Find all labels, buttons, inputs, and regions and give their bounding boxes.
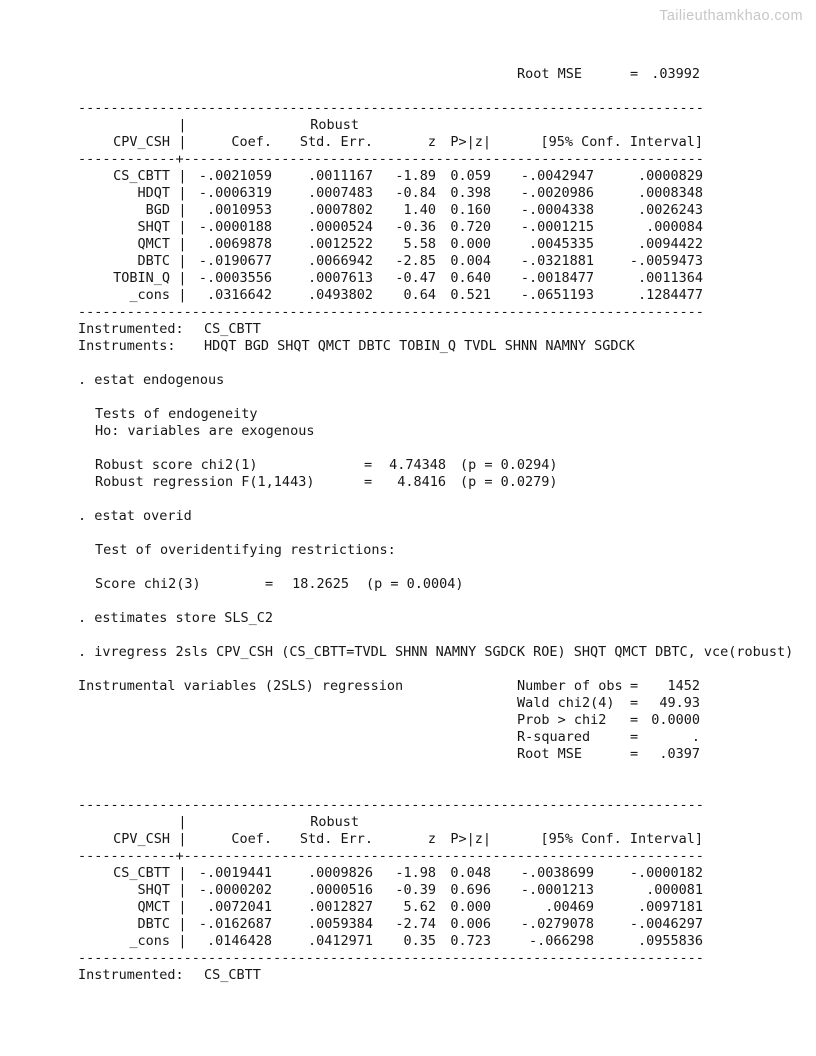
cell-varname: SHQT	[137, 882, 170, 898]
coef-table-row	[78, 882, 810, 899]
column-divider: |	[178, 236, 187, 252]
table2-top-rule: -----------------------------------------------------------------------------	[78, 797, 704, 813]
console-output	[78, 66, 810, 984]
cell-coef: .0146428	[206, 933, 272, 949]
coef-table-row	[78, 899, 810, 916]
test-label: Robust regression F(1,1443)	[95, 474, 315, 490]
table1-header-rule: ------------+----------------------------------------------------------------	[78, 151, 704, 167]
command-ivregress: . ivregress 2sls CPV_CSH (CS_CBTT=TVDL SHNN NAMNY SGDCK ROE) SHQT QMCT DBTC, vce(robust)	[78, 644, 794, 660]
header-p: P>|z|	[450, 831, 491, 847]
cell-z: 5.58	[403, 236, 436, 252]
test-statistic: 18.2625	[292, 576, 349, 592]
coef-table-row	[78, 865, 810, 882]
table1-bottom-rule: -----------------------------------------------------------------------------	[78, 304, 704, 320]
instruments-label: Instruments:	[78, 338, 176, 354]
instrumented-vars: CS_CBTT	[204, 321, 261, 337]
cell-ci-low: -.066298	[528, 933, 594, 949]
column-divider: |	[178, 185, 187, 201]
spacer	[349, 576, 366, 593]
cell-ci-low: -.0321881	[520, 253, 594, 269]
cell-ci-low: -.0004338	[520, 202, 594, 218]
column-divider: |	[178, 219, 187, 235]
spacer	[78, 729, 517, 746]
stat-label: R-squared	[517, 729, 591, 745]
coef-table-row	[78, 185, 810, 202]
stat-label: Root MSE	[517, 66, 583, 82]
cell-z: 1.40	[403, 202, 436, 218]
watermark: Tailieuthamkhao.com	[659, 8, 803, 24]
stat-label: Root MSE	[517, 746, 583, 762]
table1-instruments-line	[78, 338, 810, 355]
coef-table-row	[78, 287, 810, 304]
cell-varname: DBTC	[137, 253, 170, 269]
cell-z: 5.62	[403, 899, 436, 915]
column-divider: |	[178, 831, 187, 847]
table1-body	[78, 168, 810, 304]
cell-p: 0.000	[450, 236, 491, 252]
coef-table-row	[78, 933, 810, 950]
column-divider: |	[178, 253, 187, 269]
indent	[78, 423, 95, 440]
header-z: z	[427, 134, 436, 150]
cell-ci-low: -.0001215	[520, 219, 594, 235]
spacer	[78, 66, 517, 83]
cell-coef: -.0019441	[198, 865, 272, 881]
cell-ci-high: -.0000182	[629, 865, 703, 881]
coef-table-row	[78, 270, 810, 287]
equals-sign: =	[630, 746, 639, 762]
column-divider: |	[178, 933, 187, 949]
cell-varname: CS_CBTT	[113, 865, 170, 881]
cell-p: 0.006	[450, 916, 491, 932]
indent	[78, 457, 95, 474]
column-divider: |	[178, 202, 187, 218]
cell-ci-high: .0008348	[637, 185, 703, 201]
robust-regression-test-line	[78, 474, 810, 491]
header-coef: Coef.	[231, 134, 272, 150]
cell-p: 0.048	[450, 865, 491, 881]
regression2-title: Instrumental variables (2SLS) regression	[78, 678, 404, 694]
p-value: (p = 0.0294)	[460, 457, 558, 473]
cell-z: -0.36	[395, 219, 436, 235]
stat-wald-chi2-line	[78, 695, 810, 712]
stat-label: Number of obs	[517, 678, 623, 694]
instruments-vars: HDQT BGD SHQT QMCT DBTC TOBIN_Q TVDL SHNN NAMNY SGDCK	[204, 338, 635, 354]
cell-z: -2.85	[395, 253, 436, 269]
header-stderr: Std. Err.	[299, 831, 373, 847]
spacer	[446, 474, 460, 491]
cell-stderr: .0000524	[307, 219, 373, 235]
cell-varname: DBTC	[137, 916, 170, 932]
instrumented-label: Instrumented:	[78, 321, 184, 337]
table2-header-row	[78, 831, 810, 848]
cell-ci-low: -.0042947	[520, 168, 594, 184]
instrumented-vars: CS_CBTT	[204, 967, 261, 983]
stat-value: 1452	[667, 678, 700, 694]
cell-z: -0.84	[395, 185, 436, 201]
equals-sign: =	[630, 66, 639, 82]
command-estat-overid: . estat overid	[78, 508, 192, 524]
indent	[78, 406, 95, 423]
cell-coef: -.0021059	[198, 168, 272, 184]
cell-stderr: .0012827	[307, 899, 373, 915]
cell-z: 0.64	[403, 287, 436, 303]
cell-ci-high: .0094422	[637, 236, 703, 252]
stat-label: Wald chi2(4)	[517, 695, 615, 711]
robust-header: Robust	[310, 117, 359, 133]
equals-sign: =	[265, 576, 274, 592]
cell-ci-low: -.0018477	[520, 270, 594, 286]
table2-header-rule: ------------+----------------------------------------------------------------	[78, 848, 704, 864]
stat-value: .0397	[659, 746, 700, 762]
column-divider: |	[178, 287, 187, 303]
stat-prob-chi2-line	[78, 712, 810, 729]
command-estat-endogenous: . estat endogenous	[78, 372, 225, 388]
header-z: z	[427, 831, 436, 847]
command-estimates-store: . estimates store SLS_C2	[78, 610, 274, 626]
stat-value: 49.93	[659, 695, 700, 711]
column-divider: |	[178, 865, 187, 881]
coef-table-row	[78, 253, 810, 270]
header-coef: Coef.	[231, 831, 272, 847]
equals-sign: =	[630, 712, 639, 728]
header-ci: [95% Conf. Interval]	[540, 831, 703, 847]
cell-ci-high: .000084	[646, 219, 703, 235]
table1-instrumented-line	[78, 321, 810, 338]
column-divider: |	[178, 270, 187, 286]
spacer	[78, 814, 170, 831]
cell-stderr: .0000516	[307, 882, 373, 898]
cell-ci-low: -.0038699	[520, 865, 594, 881]
overid-title: Test of overidentifying restrictions:	[95, 542, 396, 558]
cell-stderr: .0009826	[307, 865, 373, 881]
coef-table-row	[78, 916, 810, 933]
test-label: Score chi2(3)	[95, 576, 201, 592]
stat-label: Prob > chi2	[517, 712, 607, 728]
cell-ci-low: -.0020986	[520, 185, 594, 201]
cell-ci-low: .0045335	[528, 236, 594, 252]
column-divider: |	[178, 168, 187, 184]
cell-coef: -.0000188	[198, 219, 272, 235]
coef-table-row	[78, 236, 810, 253]
cell-ci-low: .00469	[545, 899, 594, 915]
test-statistic: 4.8416	[397, 474, 446, 490]
spacer	[78, 712, 517, 729]
cell-ci-high: -.0046297	[629, 916, 703, 932]
equals-sign: =	[630, 729, 639, 745]
stat-root-mse-line	[78, 746, 810, 763]
column-divider: |	[178, 882, 187, 898]
cell-stderr: .0007613	[307, 270, 373, 286]
cell-ci-high: -.0059473	[629, 253, 703, 269]
cell-varname: HDQT	[137, 185, 170, 201]
cell-stderr: .0493802	[307, 287, 373, 303]
cell-ci-high: .1284477	[637, 287, 703, 303]
spacer	[446, 457, 460, 474]
spacer	[78, 117, 170, 134]
cell-z: -0.39	[395, 882, 436, 898]
cell-varname: BGD	[145, 202, 170, 218]
cell-p: 0.059	[450, 168, 491, 184]
cell-varname: SHQT	[137, 219, 170, 235]
cell-stderr: .0011167	[307, 168, 373, 184]
root-mse-top-line	[78, 66, 810, 83]
cell-p: 0.398	[450, 185, 491, 201]
cell-coef: -.0000202	[198, 882, 272, 898]
header-ci: [95% Conf. Interval]	[540, 134, 703, 150]
cell-p: 0.696	[450, 882, 491, 898]
cell-p: 0.640	[450, 270, 491, 286]
table2-body	[78, 865, 810, 950]
cell-ci-high: .000081	[646, 882, 703, 898]
cell-varname: QMCT	[137, 236, 170, 252]
header-stderr: Std. Err.	[299, 134, 373, 150]
test-label: Robust score chi2(1)	[95, 457, 258, 473]
table2-bottom-rule: -----------------------------------------------------------------------------	[78, 950, 704, 966]
equals-sign: =	[364, 457, 373, 473]
column-divider: |	[178, 899, 187, 915]
cell-coef: -.0190677	[198, 253, 272, 269]
equals-sign: =	[630, 678, 639, 694]
p-value: (p = 0.0279)	[460, 474, 558, 490]
cell-p: 0.160	[450, 202, 491, 218]
null-hypothesis: Ho: variables are exogenous	[95, 423, 315, 439]
cell-ci-high: .0026243	[637, 202, 703, 218]
cell-stderr: .0059384	[307, 916, 373, 932]
cell-coef: -.0162687	[198, 916, 272, 932]
cell-ci-low: -.0279078	[520, 916, 594, 932]
score-test-line	[78, 576, 810, 593]
cell-p: 0.521	[450, 287, 491, 303]
column-divider: |	[178, 814, 187, 830]
table1-header-row	[78, 134, 810, 151]
indent	[78, 542, 95, 559]
spacer	[78, 746, 517, 763]
cell-ci-high: .0011364	[637, 270, 703, 286]
cell-p: 0.723	[450, 933, 491, 949]
test-statistic: 4.74348	[389, 457, 446, 473]
cell-varname: QMCT	[137, 899, 170, 915]
cell-ci-low: -.0651193	[520, 287, 594, 303]
instrumented-label: Instrumented:	[78, 967, 184, 983]
indent	[78, 576, 95, 593]
cell-coef: -.0003556	[198, 270, 272, 286]
cell-ci-low: -.0001213	[520, 882, 594, 898]
overid-title-line	[78, 542, 810, 559]
stat-value: .03992	[651, 66, 700, 82]
table2-robust-line	[78, 814, 810, 831]
cell-varname: CS_CBTT	[113, 168, 170, 184]
indent	[78, 474, 95, 491]
cell-stderr: .0007483	[307, 185, 373, 201]
table2-instrumented-line	[78, 967, 810, 984]
regression2-title-line	[78, 678, 810, 695]
coef-table-row	[78, 168, 810, 185]
p-value: (p = 0.0004)	[366, 576, 464, 592]
stat-value: .	[691, 729, 700, 745]
cell-z: -2.74	[395, 916, 436, 932]
cell-coef: .0069878	[206, 236, 272, 252]
stat-value: 0.0000	[651, 712, 700, 728]
table1-robust-line	[78, 117, 810, 134]
cell-stderr: .0066942	[307, 253, 373, 269]
header-p: P>|z|	[450, 134, 491, 150]
cell-ci-high: .0097181	[637, 899, 703, 915]
cell-coef: .0072041	[206, 899, 272, 915]
endogeneity-title: Tests of endogeneity	[95, 406, 258, 422]
column-divider: |	[178, 134, 187, 150]
spacer	[78, 695, 517, 712]
robust-header: Robust	[310, 814, 359, 830]
column-divider: |	[178, 117, 187, 133]
depvar-label: CPV_CSH	[113, 134, 170, 150]
table1-top-rule: -----------------------------------------------------------------------------	[78, 100, 704, 116]
cell-varname: TOBIN_Q	[113, 270, 170, 286]
equals-sign: =	[630, 695, 639, 711]
cell-p: 0.000	[450, 899, 491, 915]
depvar-label: CPV_CSH	[113, 831, 170, 847]
cell-coef: .0316642	[206, 287, 272, 303]
cell-ci-high: .0000829	[637, 168, 703, 184]
cell-varname: _cons	[129, 287, 170, 303]
endogeneity-title-line	[78, 406, 810, 423]
endogeneity-h0-line	[78, 423, 810, 440]
cell-z: 0.35	[403, 933, 436, 949]
cell-p: 0.004	[450, 253, 491, 269]
robust-score-test-line	[78, 457, 810, 474]
cell-z: -1.98	[395, 865, 436, 881]
cell-z: -0.47	[395, 270, 436, 286]
cell-stderr: .0012522	[307, 236, 373, 252]
cell-stderr: .0412971	[307, 933, 373, 949]
cell-ci-high: .0955836	[637, 933, 703, 949]
cell-coef: -.0006319	[198, 185, 272, 201]
stat-r-squared-line	[78, 729, 810, 746]
cell-z: -1.89	[395, 168, 436, 184]
coef-table-row	[78, 219, 810, 236]
equals-sign: =	[364, 474, 373, 490]
cell-stderr: .0007802	[307, 202, 373, 218]
coef-table-row	[78, 202, 810, 219]
column-divider: |	[178, 916, 187, 932]
cell-p: 0.720	[450, 219, 491, 235]
cell-coef: .0010953	[206, 202, 272, 218]
cell-varname: _cons	[129, 933, 170, 949]
